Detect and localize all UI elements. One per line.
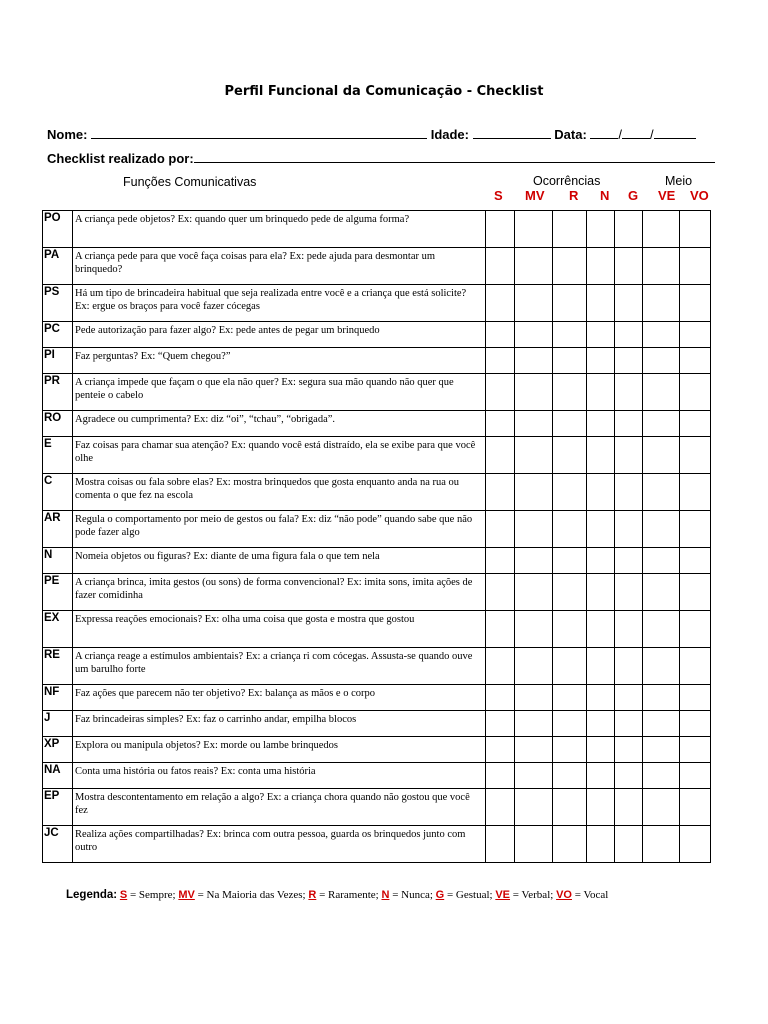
- check-cell-vo[interactable]: [680, 511, 711, 548]
- legend-label: Legenda:: [66, 889, 118, 901]
- legend-text: = Na Maioria das Vezes;: [194, 889, 309, 901]
- date-separator-1: /: [618, 127, 623, 142]
- check-cell-n[interactable]: [587, 437, 615, 474]
- check-cell-r[interactable]: [553, 763, 587, 789]
- row-code: C: [43, 474, 73, 511]
- check-cell-g[interactable]: [615, 511, 643, 548]
- table-row: [43, 648, 711, 685]
- check-cell-mv[interactable]: [515, 711, 553, 737]
- legend-text: = Vocal: [571, 889, 609, 901]
- check-cell-r[interactable]: [553, 648, 587, 685]
- table-row: [43, 685, 711, 711]
- check-cell-n[interactable]: [587, 285, 615, 322]
- meio-header: Meio: [665, 174, 693, 188]
- check-cell-ve[interactable]: [643, 574, 680, 611]
- check-cell-n[interactable]: [587, 211, 615, 248]
- check-cell-vo[interactable]: [680, 548, 711, 574]
- check-cell-ve[interactable]: [643, 285, 680, 322]
- col-header-s: S: [494, 188, 503, 203]
- legend-text: = Gestual;: [444, 889, 496, 901]
- check-cell-s[interactable]: [486, 648, 515, 685]
- row-code: PI: [43, 348, 73, 374]
- check-cell-r[interactable]: [553, 789, 587, 826]
- check-cell-r[interactable]: [553, 574, 587, 611]
- row-code: PE: [43, 574, 73, 611]
- check-cell-g[interactable]: [615, 411, 643, 437]
- check-cell-mv[interactable]: [515, 348, 553, 374]
- row-code: PA: [43, 248, 73, 285]
- row-description: Faz coisas para chamar sua atenção? Ex: quando você está distraído, ela se exibe para que você olhe: [73, 437, 486, 474]
- check-cell-mv[interactable]: [515, 285, 553, 322]
- check-cell-vo[interactable]: [680, 211, 711, 248]
- check-cell-s[interactable]: [486, 548, 515, 574]
- check-cell-s[interactable]: [486, 789, 515, 826]
- ocorrencias-header: Ocorrências: [533, 174, 601, 188]
- check-cell-ve[interactable]: [643, 348, 680, 374]
- check-cell-mv[interactable]: [515, 374, 553, 411]
- nome-label: Nome: [47, 127, 84, 142]
- check-cell-ve[interactable]: [643, 826, 680, 863]
- check-cell-s[interactable]: [486, 511, 515, 548]
- check-cell-r[interactable]: [553, 248, 587, 285]
- check-cell-ve[interactable]: [643, 789, 680, 826]
- checklist-label: Checklist realizado por: [47, 151, 190, 166]
- check-cell-r[interactable]: [553, 548, 587, 574]
- row-description: Faz brincadeiras simples? Ex: faz o carrinho andar, empilha blocos: [73, 711, 486, 737]
- check-cell-g[interactable]: [615, 211, 643, 248]
- row-code: PC: [43, 322, 73, 348]
- row-description: Expressa reações emocionais? Ex: olha uma coisa que gosta e mostra que gostou: [73, 611, 486, 648]
- col-header-r: R: [569, 188, 579, 203]
- legend-key: VE: [495, 889, 511, 901]
- row-description: Faz ações que parecem não ter objetivo? Ex: balança as mãos e o corpo: [73, 685, 486, 711]
- check-cell-mv[interactable]: [515, 737, 553, 763]
- data-label: Data: [554, 127, 583, 142]
- table-row: [43, 711, 711, 737]
- check-cell-r[interactable]: [553, 211, 587, 248]
- check-cell-r[interactable]: [553, 437, 587, 474]
- check-cell-mv[interactable]: [515, 574, 553, 611]
- check-cell-g[interactable]: [615, 763, 643, 789]
- check-cell-ve[interactable]: [643, 374, 680, 411]
- data-day-field[interactable]: [590, 126, 618, 139]
- table-row: [43, 411, 711, 437]
- row-code: EP: [43, 789, 73, 826]
- legend-key: S: [119, 889, 128, 901]
- table-row: [43, 737, 711, 763]
- row-code: E: [43, 437, 73, 474]
- col-header-mv: MV: [525, 188, 545, 203]
- row-description: A criança reage a estímulos ambientais? Ex: a criança ri com cócegas. Assusta-se quando ouve um barulho forte: [73, 648, 486, 685]
- check-cell-ve[interactable]: [643, 322, 680, 348]
- row-description: A criança brinca, imita gestos (ou sons) de forma convencional? Ex: imita sons, imita ações de fazer comidinha: [73, 574, 486, 611]
- check-cell-n[interactable]: [587, 322, 615, 348]
- row-description: Conta uma história ou fatos reais? Ex: conta uma história: [73, 763, 486, 789]
- check-cell-n[interactable]: [587, 648, 615, 685]
- row-code: AR: [43, 511, 73, 548]
- row-code: PO: [43, 211, 73, 248]
- check-cell-mv[interactable]: [515, 322, 553, 348]
- legend-text: = Sempre;: [127, 889, 179, 901]
- row-code: NF: [43, 685, 73, 711]
- check-cell-n[interactable]: [587, 611, 615, 648]
- nome-field[interactable]: [91, 126, 427, 139]
- page-title: Perfil Funcional da Comunicação - Checklist: [224, 84, 544, 99]
- table-row: [43, 374, 711, 411]
- row-code: J: [43, 711, 73, 737]
- check-cell-r[interactable]: [553, 511, 587, 548]
- check-cell-ve[interactable]: [643, 711, 680, 737]
- check-cell-r[interactable]: [553, 411, 587, 437]
- row-code: RO: [43, 411, 73, 437]
- table-row: [43, 211, 711, 248]
- check-cell-g[interactable]: [615, 348, 643, 374]
- legend-key: N: [381, 889, 390, 901]
- check-cell-g[interactable]: [615, 737, 643, 763]
- check-cell-vo[interactable]: [680, 711, 711, 737]
- check-cell-mv[interactable]: [515, 548, 553, 574]
- check-cell-ve[interactable]: [643, 411, 680, 437]
- row-code: RE: [43, 648, 73, 685]
- check-cell-r[interactable]: [553, 711, 587, 737]
- check-cell-n[interactable]: [587, 763, 615, 789]
- legend-key: G: [435, 889, 445, 901]
- check-cell-g[interactable]: [615, 474, 643, 511]
- checklist-table: [42, 210, 711, 863]
- table-row: [43, 789, 711, 826]
- table-row: [43, 611, 711, 648]
- legend: [66, 889, 608, 901]
- table-row: [43, 474, 711, 511]
- check-cell-g[interactable]: [615, 248, 643, 285]
- check-cell-s[interactable]: [486, 685, 515, 711]
- table-row: [43, 322, 711, 348]
- table-row: [43, 574, 711, 611]
- check-cell-s[interactable]: [486, 248, 515, 285]
- row-description: Nomeia objetos ou figuras? Ex: diante de uma figura fala o que tem nela: [73, 548, 486, 574]
- check-cell-n[interactable]: [587, 548, 615, 574]
- check-cell-vo[interactable]: [680, 474, 711, 511]
- check-cell-vo[interactable]: [680, 348, 711, 374]
- check-cell-vo[interactable]: [680, 248, 711, 285]
- check-cell-vo[interactable]: [680, 611, 711, 648]
- legend-key: MV: [178, 889, 195, 901]
- col-header-ve: VE: [658, 188, 676, 203]
- check-cell-n[interactable]: [587, 348, 615, 374]
- check-cell-g[interactable]: [615, 285, 643, 322]
- check-cell-g[interactable]: [615, 648, 643, 685]
- check-cell-g[interactable]: [615, 611, 643, 648]
- check-cell-vo[interactable]: [680, 826, 711, 863]
- check-cell-s[interactable]: [486, 611, 515, 648]
- check-cell-s[interactable]: [486, 411, 515, 437]
- check-cell-s[interactable]: [486, 348, 515, 374]
- check-cell-r[interactable]: [553, 374, 587, 411]
- idade-field[interactable]: [473, 126, 551, 139]
- legend-text: = Nunca;: [389, 889, 436, 901]
- row-description: A criança pede para que você faça coisas para ela? Ex: pede ajuda para desmontar um brinquedo?: [73, 248, 486, 285]
- check-cell-g[interactable]: [615, 711, 643, 737]
- check-cell-vo[interactable]: [680, 285, 711, 322]
- row-description: A criança pede objetos? Ex: quando quer um brinquedo pede de alguma forma?: [73, 211, 486, 248]
- check-cell-g[interactable]: [615, 574, 643, 611]
- row-code: PR: [43, 374, 73, 411]
- row-description: Pede autorização para fazer algo? Ex: pede antes de pegar um brinquedo: [73, 322, 486, 348]
- check-cell-n[interactable]: [587, 511, 615, 548]
- legend-text: = Verbal;: [510, 889, 557, 901]
- check-cell-s[interactable]: [486, 737, 515, 763]
- check-cell-ve[interactable]: [643, 685, 680, 711]
- row-description: Há um tipo de brincadeira habitual que seja realizada entre você e a criança que está solicite? Ex: ergue os braços para você fazer cócegas: [73, 285, 486, 322]
- check-cell-vo[interactable]: [680, 763, 711, 789]
- check-cell-mv[interactable]: [515, 648, 553, 685]
- check-cell-mv[interactable]: [515, 826, 553, 863]
- check-cell-s[interactable]: [486, 711, 515, 737]
- check-cell-g[interactable]: [615, 437, 643, 474]
- check-cell-n[interactable]: [587, 789, 615, 826]
- check-cell-mv[interactable]: [515, 474, 553, 511]
- check-cell-ve[interactable]: [643, 248, 680, 285]
- check-cell-n[interactable]: [587, 374, 615, 411]
- check-cell-mv[interactable]: [515, 789, 553, 826]
- row-code: JC: [43, 826, 73, 863]
- table-row: [43, 763, 711, 789]
- check-cell-g[interactable]: [615, 789, 643, 826]
- check-cell-mv[interactable]: [515, 763, 553, 789]
- legend-key: VO: [556, 889, 572, 901]
- check-cell-g[interactable]: [615, 548, 643, 574]
- check-cell-vo[interactable]: [680, 574, 711, 611]
- check-cell-n[interactable]: [587, 574, 615, 611]
- check-cell-r[interactable]: [553, 322, 587, 348]
- check-cell-vo[interactable]: [680, 737, 711, 763]
- check-cell-s[interactable]: [486, 826, 515, 863]
- check-cell-r[interactable]: [553, 737, 587, 763]
- check-cell-n[interactable]: [587, 737, 615, 763]
- check-cell-n[interactable]: [587, 685, 615, 711]
- check-cell-r[interactable]: [553, 474, 587, 511]
- check-cell-s[interactable]: [486, 211, 515, 248]
- table-row: [43, 511, 711, 548]
- table-row: [43, 248, 711, 285]
- check-cell-mv[interactable]: [515, 211, 553, 248]
- check-cell-ve[interactable]: [643, 737, 680, 763]
- check-cell-n[interactable]: [587, 411, 615, 437]
- col-header-vo: VO: [690, 188, 709, 203]
- date-separator-2: /: [650, 127, 654, 142]
- check-cell-mv[interactable]: [515, 437, 553, 474]
- check-cell-s[interactable]: [486, 374, 515, 411]
- row-description: Faz perguntas? Ex: “Quem chegou?”: [73, 348, 486, 374]
- col-header-n: N: [600, 188, 610, 203]
- check-cell-g[interactable]: [615, 322, 643, 348]
- table-row: [43, 285, 711, 322]
- check-cell-vo[interactable]: [680, 648, 711, 685]
- check-cell-n[interactable]: [587, 248, 615, 285]
- checklist-by-row: Checklist realizado por:: [47, 150, 715, 166]
- check-cell-mv[interactable]: [515, 511, 553, 548]
- idade-label: Idade: [430, 127, 465, 142]
- col-header-g: G: [628, 188, 639, 203]
- legend-text: = Raramente;: [316, 889, 382, 901]
- row-code: EX: [43, 611, 73, 648]
- check-cell-vo[interactable]: [680, 374, 711, 411]
- check-cell-g[interactable]: [615, 826, 643, 863]
- check-cell-mv[interactable]: [515, 411, 553, 437]
- row-description: Realiza ações compartilhadas? Ex: brinca com outra pessoa, guarda os brinquedos junto com outro: [73, 826, 486, 863]
- check-cell-r[interactable]: [553, 348, 587, 374]
- check-cell-vo[interactable]: [680, 322, 711, 348]
- check-cell-r[interactable]: [553, 826, 587, 863]
- header-fields-row: Nome: Idade: Data: / /: [47, 126, 696, 142]
- row-description: Regula o comportamento por meio de gestos ou fala? Ex: diz “não pode” quando sabe que não pode fazer algo: [73, 511, 486, 548]
- check-cell-r[interactable]: [553, 611, 587, 648]
- row-description: Mostra descontentamento em relação a algo? Ex: a criança chora quando não gostou que você fez: [73, 789, 486, 826]
- check-cell-ve[interactable]: [643, 511, 680, 548]
- table-row: [43, 348, 711, 374]
- check-cell-g[interactable]: [615, 685, 643, 711]
- check-cell-ve[interactable]: [643, 437, 680, 474]
- check-cell-s[interactable]: [486, 437, 515, 474]
- check-cell-g[interactable]: [615, 374, 643, 411]
- check-cell-ve[interactable]: [643, 611, 680, 648]
- check-cell-vo[interactable]: [680, 789, 711, 826]
- checklist-by-field[interactable]: [194, 150, 715, 163]
- check-cell-ve[interactable]: [643, 763, 680, 789]
- check-cell-n[interactable]: [587, 474, 615, 511]
- check-cell-vo[interactable]: [680, 685, 711, 711]
- table-row: [43, 826, 711, 863]
- check-cell-s[interactable]: [486, 285, 515, 322]
- check-cell-n[interactable]: [587, 711, 615, 737]
- row-code: NA: [43, 763, 73, 789]
- table-row: [43, 548, 711, 574]
- check-cell-s[interactable]: [486, 763, 515, 789]
- row-description: Mostra coisas ou fala sobre elas? Ex: mostra brinquedos que gosta enquanto anda na rua ou comenta o que fez na escola: [73, 474, 486, 511]
- data-year-field[interactable]: [654, 126, 696, 139]
- data-month-field[interactable]: [622, 126, 650, 139]
- check-cell-mv[interactable]: [515, 611, 553, 648]
- check-cell-vo[interactable]: [680, 411, 711, 437]
- check-cell-s[interactable]: [486, 474, 515, 511]
- row-code: PS: [43, 285, 73, 322]
- check-cell-r[interactable]: [553, 685, 587, 711]
- check-cell-n[interactable]: [587, 826, 615, 863]
- legend-key: R: [308, 889, 317, 901]
- row-description: Agradece ou cumprimenta? Ex: diz “oi”, “tchau”, “obrigada”.: [73, 411, 486, 437]
- check-cell-mv[interactable]: [515, 685, 553, 711]
- check-cell-mv[interactable]: [515, 248, 553, 285]
- check-cell-r[interactable]: [553, 285, 587, 322]
- check-cell-s[interactable]: [486, 574, 515, 611]
- check-cell-s[interactable]: [486, 322, 515, 348]
- row-code: N: [43, 548, 73, 574]
- check-cell-ve[interactable]: [643, 474, 680, 511]
- row-code: XP: [43, 737, 73, 763]
- row-description: Explora ou manipula objetos? Ex: morde ou lambe brinquedos: [73, 737, 486, 763]
- funcoes-header: Funções Comunicativas: [123, 175, 257, 189]
- table-row: [43, 437, 711, 474]
- row-description: A criança impede que façam o que ela não quer? Ex: segura sua mão quando não quer que penteie o cabelo: [73, 374, 486, 411]
- check-cell-ve[interactable]: [643, 211, 680, 248]
- check-cell-ve[interactable]: [643, 548, 680, 574]
- check-cell-vo[interactable]: [680, 437, 711, 474]
- check-cell-ve[interactable]: [643, 648, 680, 685]
